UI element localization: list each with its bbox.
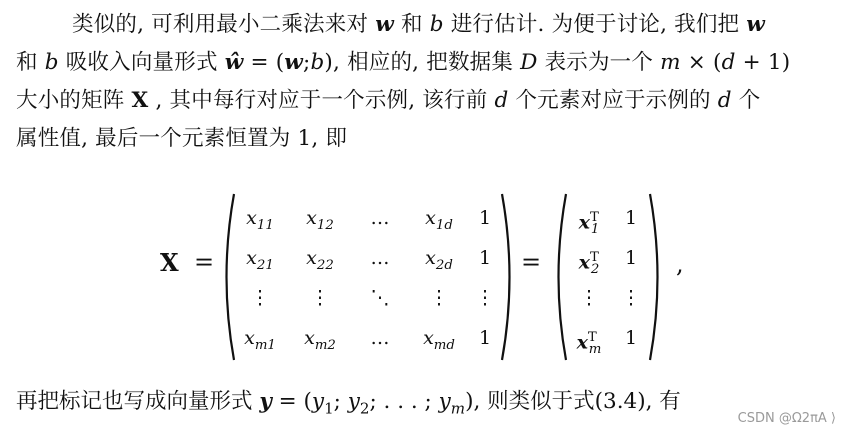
equation-lhs-x: X [160, 248, 179, 277]
right-paren-icon [498, 192, 520, 362]
paragraph-line-4: 属性值, 最后一个元素恒置为 1, 即 [16, 126, 348, 151]
matrix-cell: $x^T_1$ [578, 210, 600, 238]
matrix-cell: ⋮ [579, 287, 599, 309]
paragraph-line-3 [16, 82, 836, 120]
matrix-cell: ⋮ [310, 287, 330, 309]
matrix-cell: $x_{1d}$ [425, 207, 453, 233]
matrix-cell: 1 [624, 207, 638, 229]
vector-w: w [284, 50, 303, 75]
matrix-cell: $x_{22}$ [306, 247, 334, 273]
vector-w: w [746, 12, 766, 37]
text-segment: 进行估计. 为便于讨论, 我们把 [443, 12, 747, 37]
matrix-cell: $x^T_2$ [578, 250, 600, 278]
text-segment: 和 [393, 12, 430, 37]
matrix-cell: ⋮ [475, 287, 495, 309]
matrix-cell: 1 [624, 327, 638, 349]
matrix-cell: 1 [478, 207, 492, 229]
text-segment: 吸收入向量形式 [58, 50, 225, 75]
vector-y: y [259, 389, 272, 414]
equals-sign: = [521, 248, 542, 276]
matrix-cell: $x_{2d}$ [425, 247, 453, 273]
scalar-b: b [44, 50, 59, 75]
matrix-cell: $x_{m2}$ [304, 327, 336, 353]
matrix-cell: … [370, 207, 390, 229]
matrix-cell: ⋱ [370, 287, 390, 309]
vector-w: w [375, 12, 394, 37]
matrix-cell: $x_{md}$ [423, 327, 455, 353]
trailing-comma: , [676, 250, 684, 278]
matrix-cell: $x^T_m$ [576, 330, 602, 358]
text-segment: ), 则类似于式(3.4), 有 [465, 389, 681, 414]
vector-w-hat: ŵ [224, 50, 244, 75]
text-segment: 表示为一个 [537, 50, 661, 75]
text-segment: 个 [731, 88, 761, 113]
equation-block [0, 190, 850, 365]
dataset-d: D [520, 50, 538, 75]
matrix-cell: $x_{12}$ [306, 207, 334, 233]
matrix-x: X [131, 88, 149, 113]
text-segment: + 1) [735, 50, 791, 75]
matrix-cell: 1 [624, 247, 638, 269]
matrix-cell: … [370, 247, 390, 269]
matrix-cell: $x_{11}$ [246, 207, 274, 233]
right-paren-icon [646, 192, 668, 362]
scalar-d: d [721, 50, 736, 75]
text-segment: ; [303, 50, 311, 75]
scalar-d: d [717, 88, 732, 113]
scalar-b: b [429, 12, 444, 37]
y-vector-expression: = ($y_1$; $y_2$; . . . ; $y_m$ [271, 389, 466, 418]
matrix-cell: … [370, 327, 390, 349]
matrix-cell: 1 [478, 327, 492, 349]
text-segment: 类似的, 可利用最小二乘法来对 [72, 12, 376, 37]
text-segment: 大小的矩阵 [16, 88, 132, 113]
text-segment: 再把标记也写成向量形式 [16, 389, 260, 414]
text-segment: = ( [243, 50, 285, 75]
text-segment: × ( [680, 50, 722, 75]
paragraph-line-1 [16, 6, 836, 44]
watermark: CSDN @Ω2πA ⟩ [737, 411, 836, 426]
matrix-cell: $x_{21}$ [246, 247, 274, 273]
paragraph [16, 6, 836, 158]
matrix-cell: 1 [478, 247, 492, 269]
paragraph-line-2 [16, 44, 836, 82]
text-segment: ), 相应的, 把数据集 [324, 50, 521, 75]
matrix-cell: ⋮ [250, 287, 270, 309]
equals-sign: = [194, 248, 215, 276]
text-segment: , 其中每行对应于一个示例, 该行前 [148, 88, 495, 113]
matrix-right [566, 198, 650, 358]
scalar-m: m [660, 50, 681, 75]
scalar-b: b [310, 50, 325, 75]
matrix-left [232, 198, 500, 358]
text-segment: 和 [16, 50, 45, 75]
matrix-cell: ⋮ [621, 287, 641, 309]
matrix-cell: $x_{m1}$ [244, 327, 276, 353]
scalar-d: d [494, 88, 509, 113]
matrix-cell: ⋮ [429, 287, 449, 309]
last-line [16, 383, 681, 427]
text-segment: 个元素对应于示例的 [508, 88, 718, 113]
